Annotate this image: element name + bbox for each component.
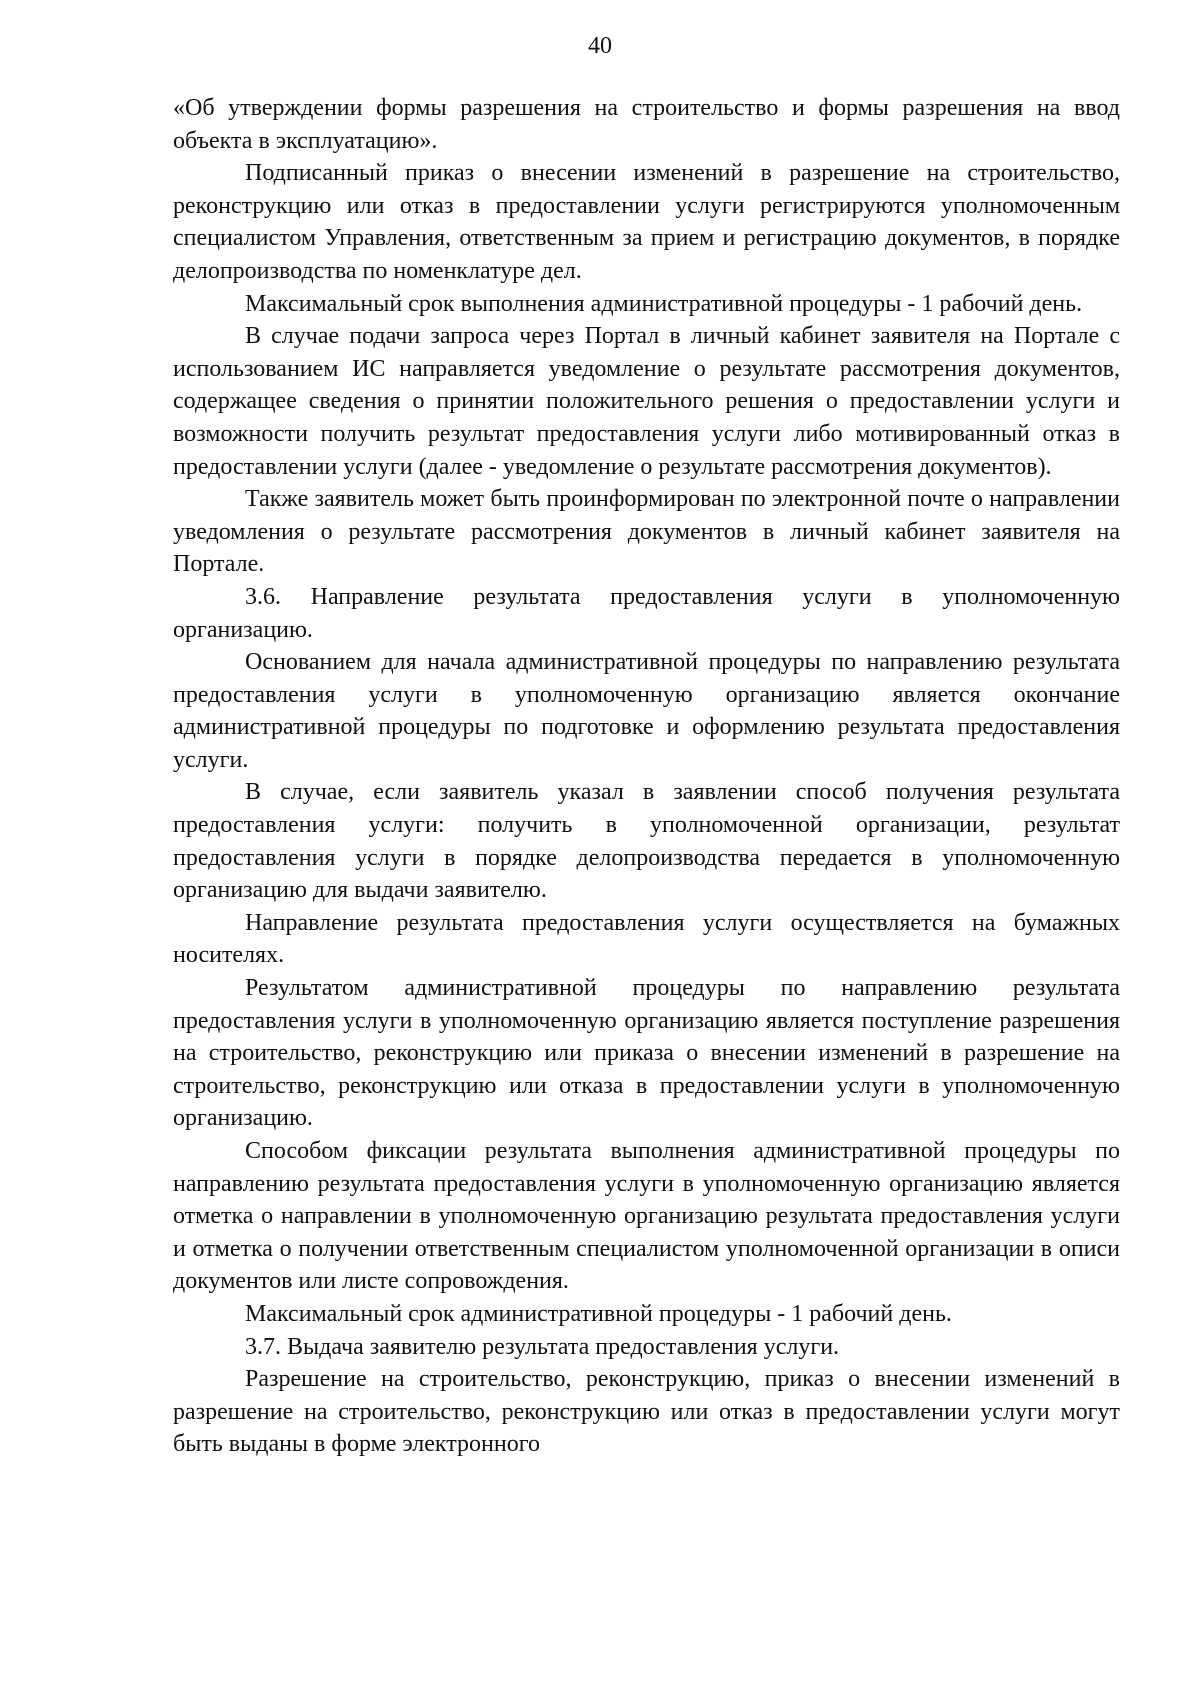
paragraph-fixation-method: Способом фиксации результата выполнения административной процедуры по направлению результата предоставления услуги в уполномоченную организацию является отметка о направлении в уполномоченную организацию результата предоставления услуги и отметка о получении ответственным специалистом уполномоченной организации в описи документов или листе сопровождения.: [173, 1138, 1120, 1295]
paragraph-portal-notification: В случае подачи запроса через Портал в личный кабинет заявителя на Портале с использованием ИС направляется уведомление о результате рассмотрения документов, содержащее сведения о принятии положительного решения о предоставлении услуги и возможности получить результат предоставления услуги либо мотивированный отказ в предоставлении услуги (далее - уведомление о результате рассмотрения документов).: [173, 323, 1120, 480]
section-heading-3-6: 3.6. Направление результата предоставления услуги в уполномоченную организацию.: [173, 583, 1120, 643]
paragraph-transfer-to-organization: В случае, если заявитель указал в заявлении способ получения результата предоставления услуги: получить в уполномоченной организации, результат предоставления услуги в порядке делопроизводства передается в уполномоченную организацию для выдачи заявителю.: [173, 779, 1120, 904]
paragraph-max-term-procedure: Максимальный срок административной процедуры - 1 рабочий день.: [245, 1300, 952, 1327]
paragraph-procedure-result: Результатом административной процедуры по направлению результата предоставления услуги в уполномоченную организацию является поступление разрешения на строительство, реконструкцию или приказа о внесении изменений в разрешение на строительство, реконструкцию или отказа в предоставлении услуги в уполномоченную организацию.: [173, 975, 1120, 1132]
paragraph-issuance-forms: Разрешение на строительство, реконструкцию, приказ о внесении изменений в разрешение на строительство, реконструкцию или отказ в предоставлении услуги могут быть выданы в форме электронного: [173, 1366, 1120, 1458]
section-heading-3-7: 3.7. Выдача заявителю результата предоставления услуги.: [245, 1333, 840, 1360]
paragraph-decree-title-continuation: «Об утверждении формы разрешения на строительство и формы разрешения на ввод объекта в эксплуатацию».: [173, 95, 1120, 154]
paragraph-procedure-basis: Основанием для начала административной процедуры по направлению результата предоставления услуги в уполномоченную организацию является окончание административной процедуры по подготовке и оформлению результата предоставления услуги.: [173, 649, 1120, 773]
page-number: 40: [588, 33, 612, 59]
paragraph-signed-order-registration: Подписанный приказ о внесении изменений в разрешение на строительство, реконструкцию или отказ в предоставлении услуги регистрируются уполномоченным специалистом Управления, ответственным за прием и регистрацию документов, в порядке делопроизводства по номенклатуре дел.: [173, 160, 1120, 284]
paragraph-email-notification: Также заявитель может быть проинформирован по электронной почте о направлении уведомления о результате рассмотрения документов в личный кабинет заявителя на Портале.: [173, 486, 1120, 578]
paragraph-max-term-registration: Максимальный срок выполнения административной процедуры - 1 рабочий день.: [245, 290, 1083, 317]
document-body: [173, 92, 1120, 1461]
paragraph-paper-media: Направление результата предоставления услуги осуществляется на бумажных носителях.: [173, 909, 1120, 969]
